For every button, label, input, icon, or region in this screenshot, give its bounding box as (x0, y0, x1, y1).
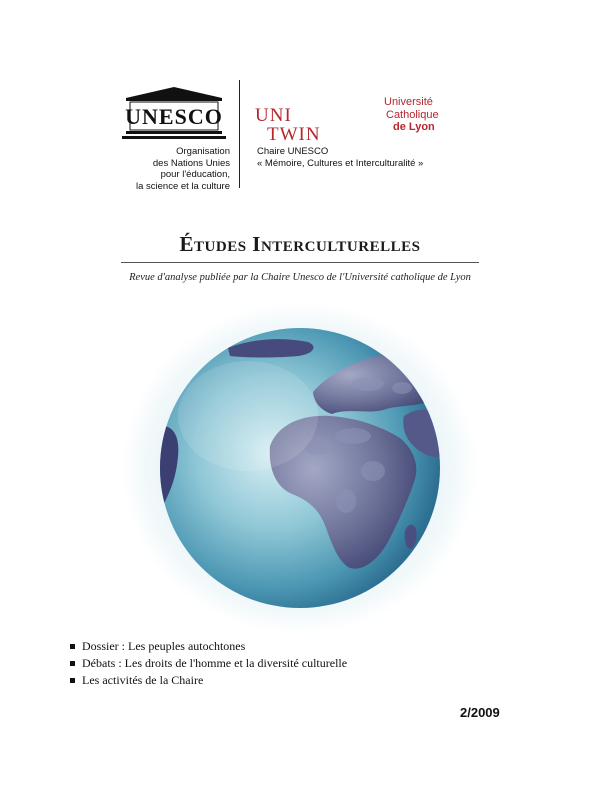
university-line2: Catholique (386, 108, 439, 121)
university-line1: Université (384, 96, 433, 108)
list-item-label: Débats : Les droits de l'homme et la diversité culturelle (82, 656, 348, 670)
unesco-caption (60, 146, 230, 192)
university-logo (384, 96, 439, 134)
unesco-caption-line: des Nations Unies (152, 157, 230, 169)
list-item (70, 655, 347, 672)
unitwin-line2: TWIN (267, 124, 321, 145)
unesco-caption-line: Organisation (176, 146, 230, 157)
header-divider (239, 80, 240, 188)
bullet-icon (70, 644, 75, 649)
chaire-caption (257, 146, 423, 169)
title-rule (121, 262, 479, 263)
unesco-logo (122, 86, 226, 142)
list-item (70, 638, 347, 655)
unesco-caption-line: pour l'éducation, (160, 169, 230, 180)
chaire-line: « Mémoire, Cultures et Interculturalité » (257, 157, 424, 169)
bullet-icon (70, 678, 75, 683)
journal-subtitle: Revue d'analyse publiée par la Chaire Unesco de l'Université catholique de Lyon (129, 272, 471, 283)
bullet-icon (70, 661, 75, 666)
list-item (70, 672, 347, 689)
list-item-label: Les activités de la Chaire (82, 673, 204, 687)
unitwin-line1: UNI (255, 105, 292, 126)
list-item-label: Dossier : Les peuples autochtones (82, 639, 246, 653)
chaire-line: Chaire UNESCO (257, 146, 329, 157)
unesco-logo-text: UNESCO (125, 104, 223, 129)
contents-list (70, 638, 347, 689)
globe-image (118, 296, 482, 638)
issue-number: 2/2009 (460, 705, 500, 720)
university-line3: de Lyon (393, 121, 435, 133)
unitwin-logo (255, 106, 321, 144)
journal-title: Études Interculturelles (179, 232, 421, 256)
unesco-caption-line: la science et la culture (136, 180, 230, 192)
